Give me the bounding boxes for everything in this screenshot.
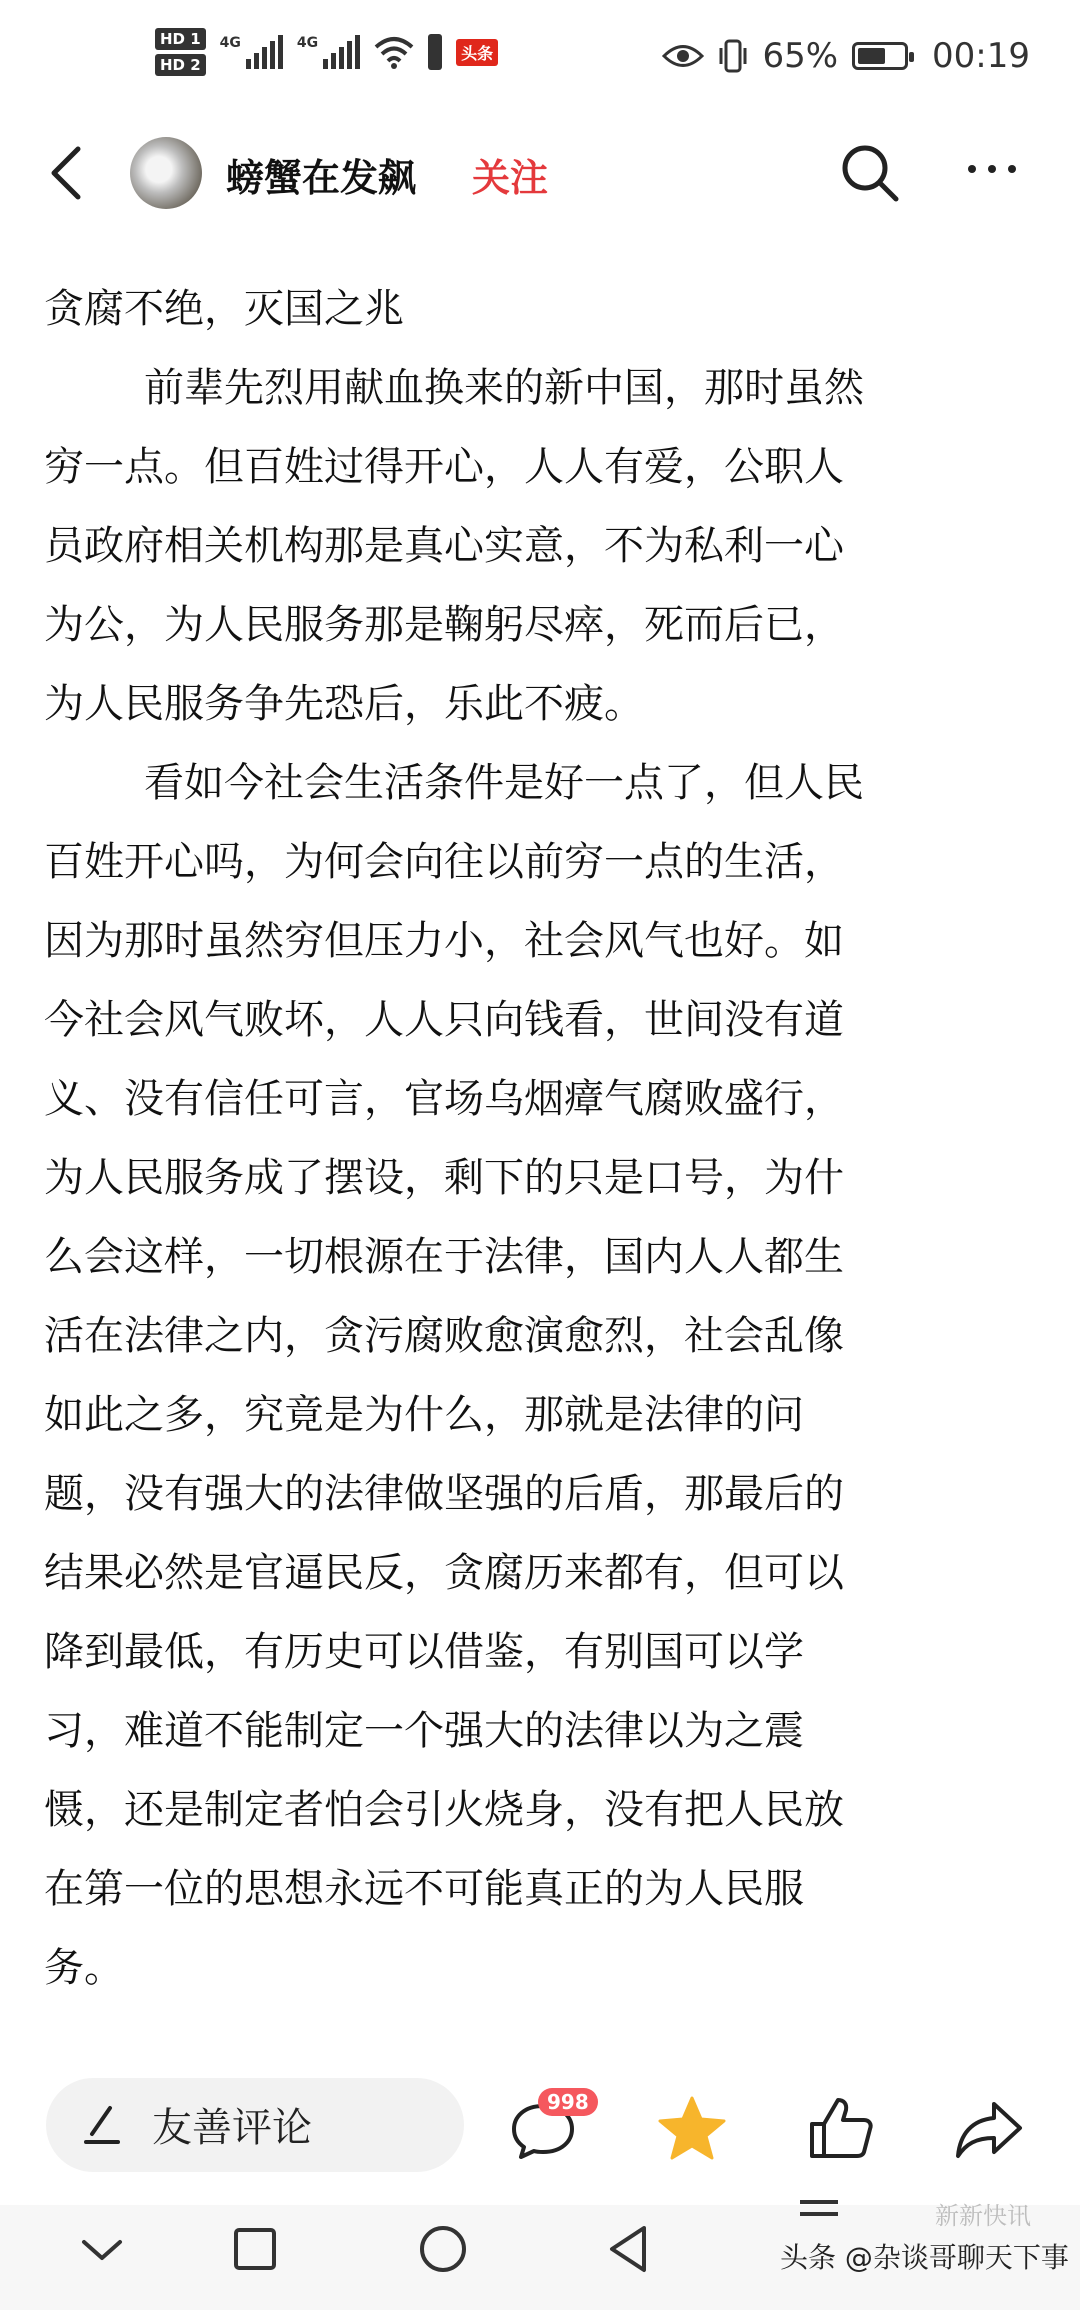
article-title: 贪腐不绝，灭国之兆 xyxy=(44,286,404,332)
paragraph-line: 今社会风气败坏，人人只向钱看，世间没有道 xyxy=(44,997,844,1043)
paragraph-line: 活在法律之内，贪污腐败愈演愈烈，社会乱像 xyxy=(44,1313,844,1359)
status-bar xyxy=(0,0,1080,125)
follow-button[interactable]: 关注 xyxy=(472,156,549,200)
pen-icon xyxy=(82,2102,122,2146)
clock: 00:19 xyxy=(932,36,1030,76)
network-type-1: 4G xyxy=(219,35,241,51)
article-header xyxy=(0,125,1080,215)
eye-icon xyxy=(662,43,704,69)
paragraph-line: 慑，还是制定者怕会引火烧身，没有把人民放 xyxy=(44,1787,844,1833)
wifi-icon xyxy=(374,35,414,69)
home-icon[interactable] xyxy=(418,2224,468,2274)
paragraph-line: 为公，为人民服务那是鞠躬尽瘁，死而后已， xyxy=(44,602,844,648)
like-icon[interactable] xyxy=(806,2094,876,2162)
paragraph-line: 前辈先烈用献血换来的新中国，那时虽然 xyxy=(144,365,864,411)
author-name[interactable]: 螃蟹在发飙 xyxy=(226,156,417,200)
back-nav-icon[interactable] xyxy=(606,2224,650,2274)
paragraph-line: 员政府相关机构那是真心实意，不为私利一心 xyxy=(44,523,844,569)
paragraph-line: 题，没有强大的法律做坚强的后盾，那最后的 xyxy=(44,1471,844,1517)
paragraph-line: 结果必然是官逼民反，贪腐历来都有，但可以 xyxy=(44,1550,844,1596)
paragraph-line: 因为那时虽然穷但压力小，社会风气也好。如 xyxy=(44,918,844,964)
vibrate-icon xyxy=(718,38,748,74)
app-notification-badge: 头条 xyxy=(456,39,498,66)
share-icon[interactable] xyxy=(954,2098,1026,2160)
paragraph-line: 在第一位的思想永远不可能真正的为人民服 xyxy=(44,1866,804,1912)
paragraph-line: 为人民服务成了摆设，剩下的只是口号，为什 xyxy=(44,1155,844,1201)
hd1-label: HD 1 xyxy=(155,28,206,50)
hd2-label: HD 2 xyxy=(155,54,206,76)
paragraph-line: 为人民服务争先恐后，乐此不疲。 xyxy=(44,681,644,727)
menu-icon[interactable] xyxy=(796,2196,842,2230)
author-avatar[interactable] xyxy=(130,137,202,209)
signal-icon-2 xyxy=(297,35,360,69)
comment-placeholder[interactable]: 友善评论 xyxy=(152,2105,312,2151)
favorite-star-icon[interactable] xyxy=(656,2094,728,2162)
paragraph-line: 降到最低，有历史可以借鉴，有别国可以学 xyxy=(44,1629,804,1675)
paragraph-line: 么会这样，一切根源在于法律，国内人人都生 xyxy=(44,1234,844,1280)
back-arrow-icon[interactable] xyxy=(42,143,92,203)
comment-count-badge: 998 xyxy=(538,2088,598,2116)
signal-icon-1 xyxy=(220,35,283,69)
paragraph-line: 百姓开心吗，为何会向往以前穷一点的生活， xyxy=(44,839,844,885)
paragraph-line: 穷一点。但百姓过得开心，人人有爱，公职人 xyxy=(44,444,844,490)
article-body xyxy=(44,270,1044,2008)
watermark-sub: 新新快讯 xyxy=(935,2202,1031,2230)
more-options-icon[interactable] xyxy=(968,165,1016,173)
paragraph-line: 习，难道不能制定一个强大的法律以为之震 xyxy=(44,1708,804,1754)
recent-apps-icon[interactable] xyxy=(232,2226,278,2272)
paragraph-line: 看如今社会生活条件是好一点了，但人民 xyxy=(144,760,864,806)
paragraph-line: 义、没有信任可言，官场乌烟瘴气腐败盛行， xyxy=(44,1076,844,1122)
battery-icon xyxy=(852,42,908,70)
battery-alert-icon xyxy=(428,34,442,70)
watermark: 头条 @杂谈哥聊天下事 xyxy=(780,2241,1069,2274)
search-icon[interactable] xyxy=(838,141,902,205)
battery-percent: 65% xyxy=(762,36,839,76)
paragraph-line: 务。 xyxy=(44,1945,124,1991)
hd-indicator xyxy=(155,28,206,76)
chevron-down-icon[interactable] xyxy=(80,2236,124,2264)
paragraph-line: 如此之多，究竟是为什么，那就是法律的问 xyxy=(44,1392,804,1438)
network-type-2: 4G xyxy=(296,35,319,51)
